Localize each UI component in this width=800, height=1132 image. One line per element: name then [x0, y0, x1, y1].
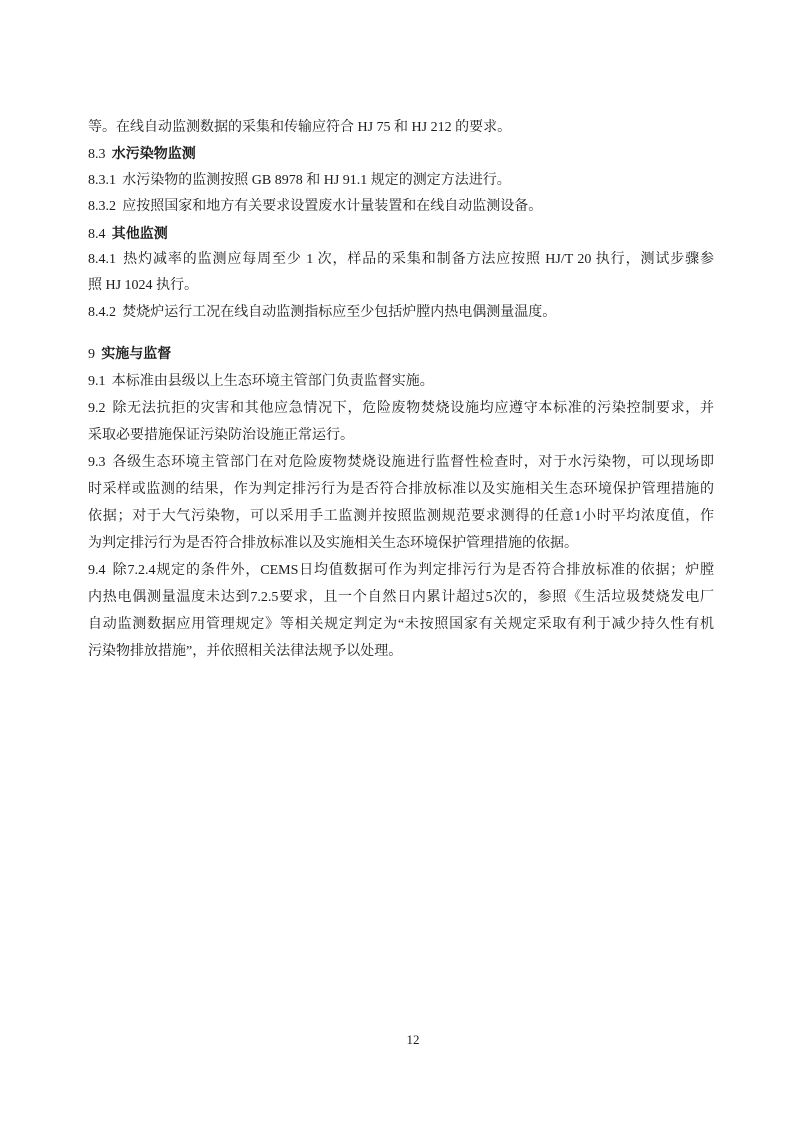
clause-text: 各级生态环境主管部门在对危险废物焚烧设施进行监督性检查时，对于水污染物，可以现场即 [111, 454, 714, 470]
clause-number: 8.4.2 [88, 304, 116, 320]
clause-text: 焚烧炉运行工况在线自动监测指标应至少包括炉膛内热电偶测量温度。 [122, 304, 557, 320]
section-title: 实施与监督 [101, 345, 172, 362]
section-title: 水污染物监测 [111, 146, 196, 163]
clause-text: 应按照国家和地方有关要求设置废水计量装置和在线自动监测设备。 [122, 199, 543, 215]
section-8-4 [88, 221, 714, 327]
clause-9-4 [88, 557, 714, 665]
clause-line: 自动监测数据应用管理规定》等相关规定判定为“未按照国家有关规定采取有利于减少持久性有机 [88, 616, 714, 632]
section-number: 9 [88, 346, 95, 362]
clause-9-3 [88, 449, 714, 557]
paragraph-line: 等。在线自动监测数据的采集和传输应符合 HJ 75 和 HJ 212 的要求。 [88, 120, 512, 135]
clause-number: 8.4.1 [88, 251, 116, 267]
clause-line [88, 300, 714, 326]
clause-line: 照 HJ 1024 执行。 [88, 278, 199, 294]
clause-line: 为判定排污行为是否符合排放标准以及实施相关生态环境保护管理措施的依据。 [88, 535, 578, 551]
clause-8-3-2 [88, 194, 714, 220]
clause-number: 9.1 [88, 373, 106, 389]
clause-line: 内热电偶测量温度未达到7.2.5要求，且一个自然日内累计超过5次的，参照《生活垃圾焚烧发电厂 [88, 589, 714, 605]
section-8-3 [88, 141, 714, 220]
clause-line [88, 247, 714, 273]
clause-text: 水污染物的监测按照 GB 8978 和 HJ 91.1 规定的测定方法进行。 [122, 172, 511, 188]
clause-8-4-2 [88, 300, 714, 326]
clause-8-4-1 [88, 247, 714, 300]
clause-number: 8.3.2 [88, 199, 116, 215]
section-heading [88, 141, 714, 167]
clause-line [88, 168, 714, 194]
clause-line [88, 449, 714, 476]
clause-line: 污染物排放措施”，并依照相关法律法规予以处理。 [88, 643, 403, 659]
page-body [88, 115, 714, 665]
clause-number: 9.4 [88, 562, 106, 578]
section-9 [88, 341, 714, 665]
clause-text: 热灼减率的监测应每周至少 1 次，样品的采集和制备方法应按照 HJ/T 20 执行，测试步骤参 [122, 251, 714, 267]
section-heading [88, 221, 714, 247]
clause-9-2 [88, 395, 714, 449]
clause-line: 依据；对于大气污染物，可以采用手工监测并按照监测规范要求测得的任意1小时平均浓度值，作 [88, 508, 714, 524]
page-number: 12 [406, 1032, 420, 1047]
clause-line: 时采样或监测的结果，作为判定排污行为是否符合排放标准以及实施相关生态环境保护管理措施的 [88, 481, 714, 497]
continued-paragraph [88, 115, 714, 141]
clause-text: 本标准由县级以上生态环境主管部门负责监督实施。 [111, 373, 434, 389]
clause-line [88, 395, 714, 422]
clause-8-3-1 [88, 168, 714, 194]
clause-number: 8.3.1 [88, 172, 116, 188]
clause-line: 采取必要措施保证污染防治设施正常运行。 [88, 427, 354, 443]
clause-9-1 [88, 368, 714, 395]
clause-number: 9.2 [88, 400, 106, 416]
section-number: 8.3 [88, 147, 106, 163]
clause-line [88, 194, 714, 220]
clause-number: 9.3 [88, 454, 106, 470]
section-heading [88, 341, 714, 368]
clause-text: 除无法抗拒的灾害和其他应急情况下，危险废物焚烧设施均应遵守本标准的污染控制要求，并 [111, 400, 714, 416]
clause-line [88, 557, 714, 584]
clause-text: 除7.2.4规定的条件外，CEMS日均值数据可作为判定排污行为是否符合排放标准的依据；炉膛 [111, 562, 714, 578]
section-title: 其他监测 [111, 225, 168, 242]
section-number: 8.4 [88, 226, 106, 242]
clause-line [88, 368, 714, 395]
